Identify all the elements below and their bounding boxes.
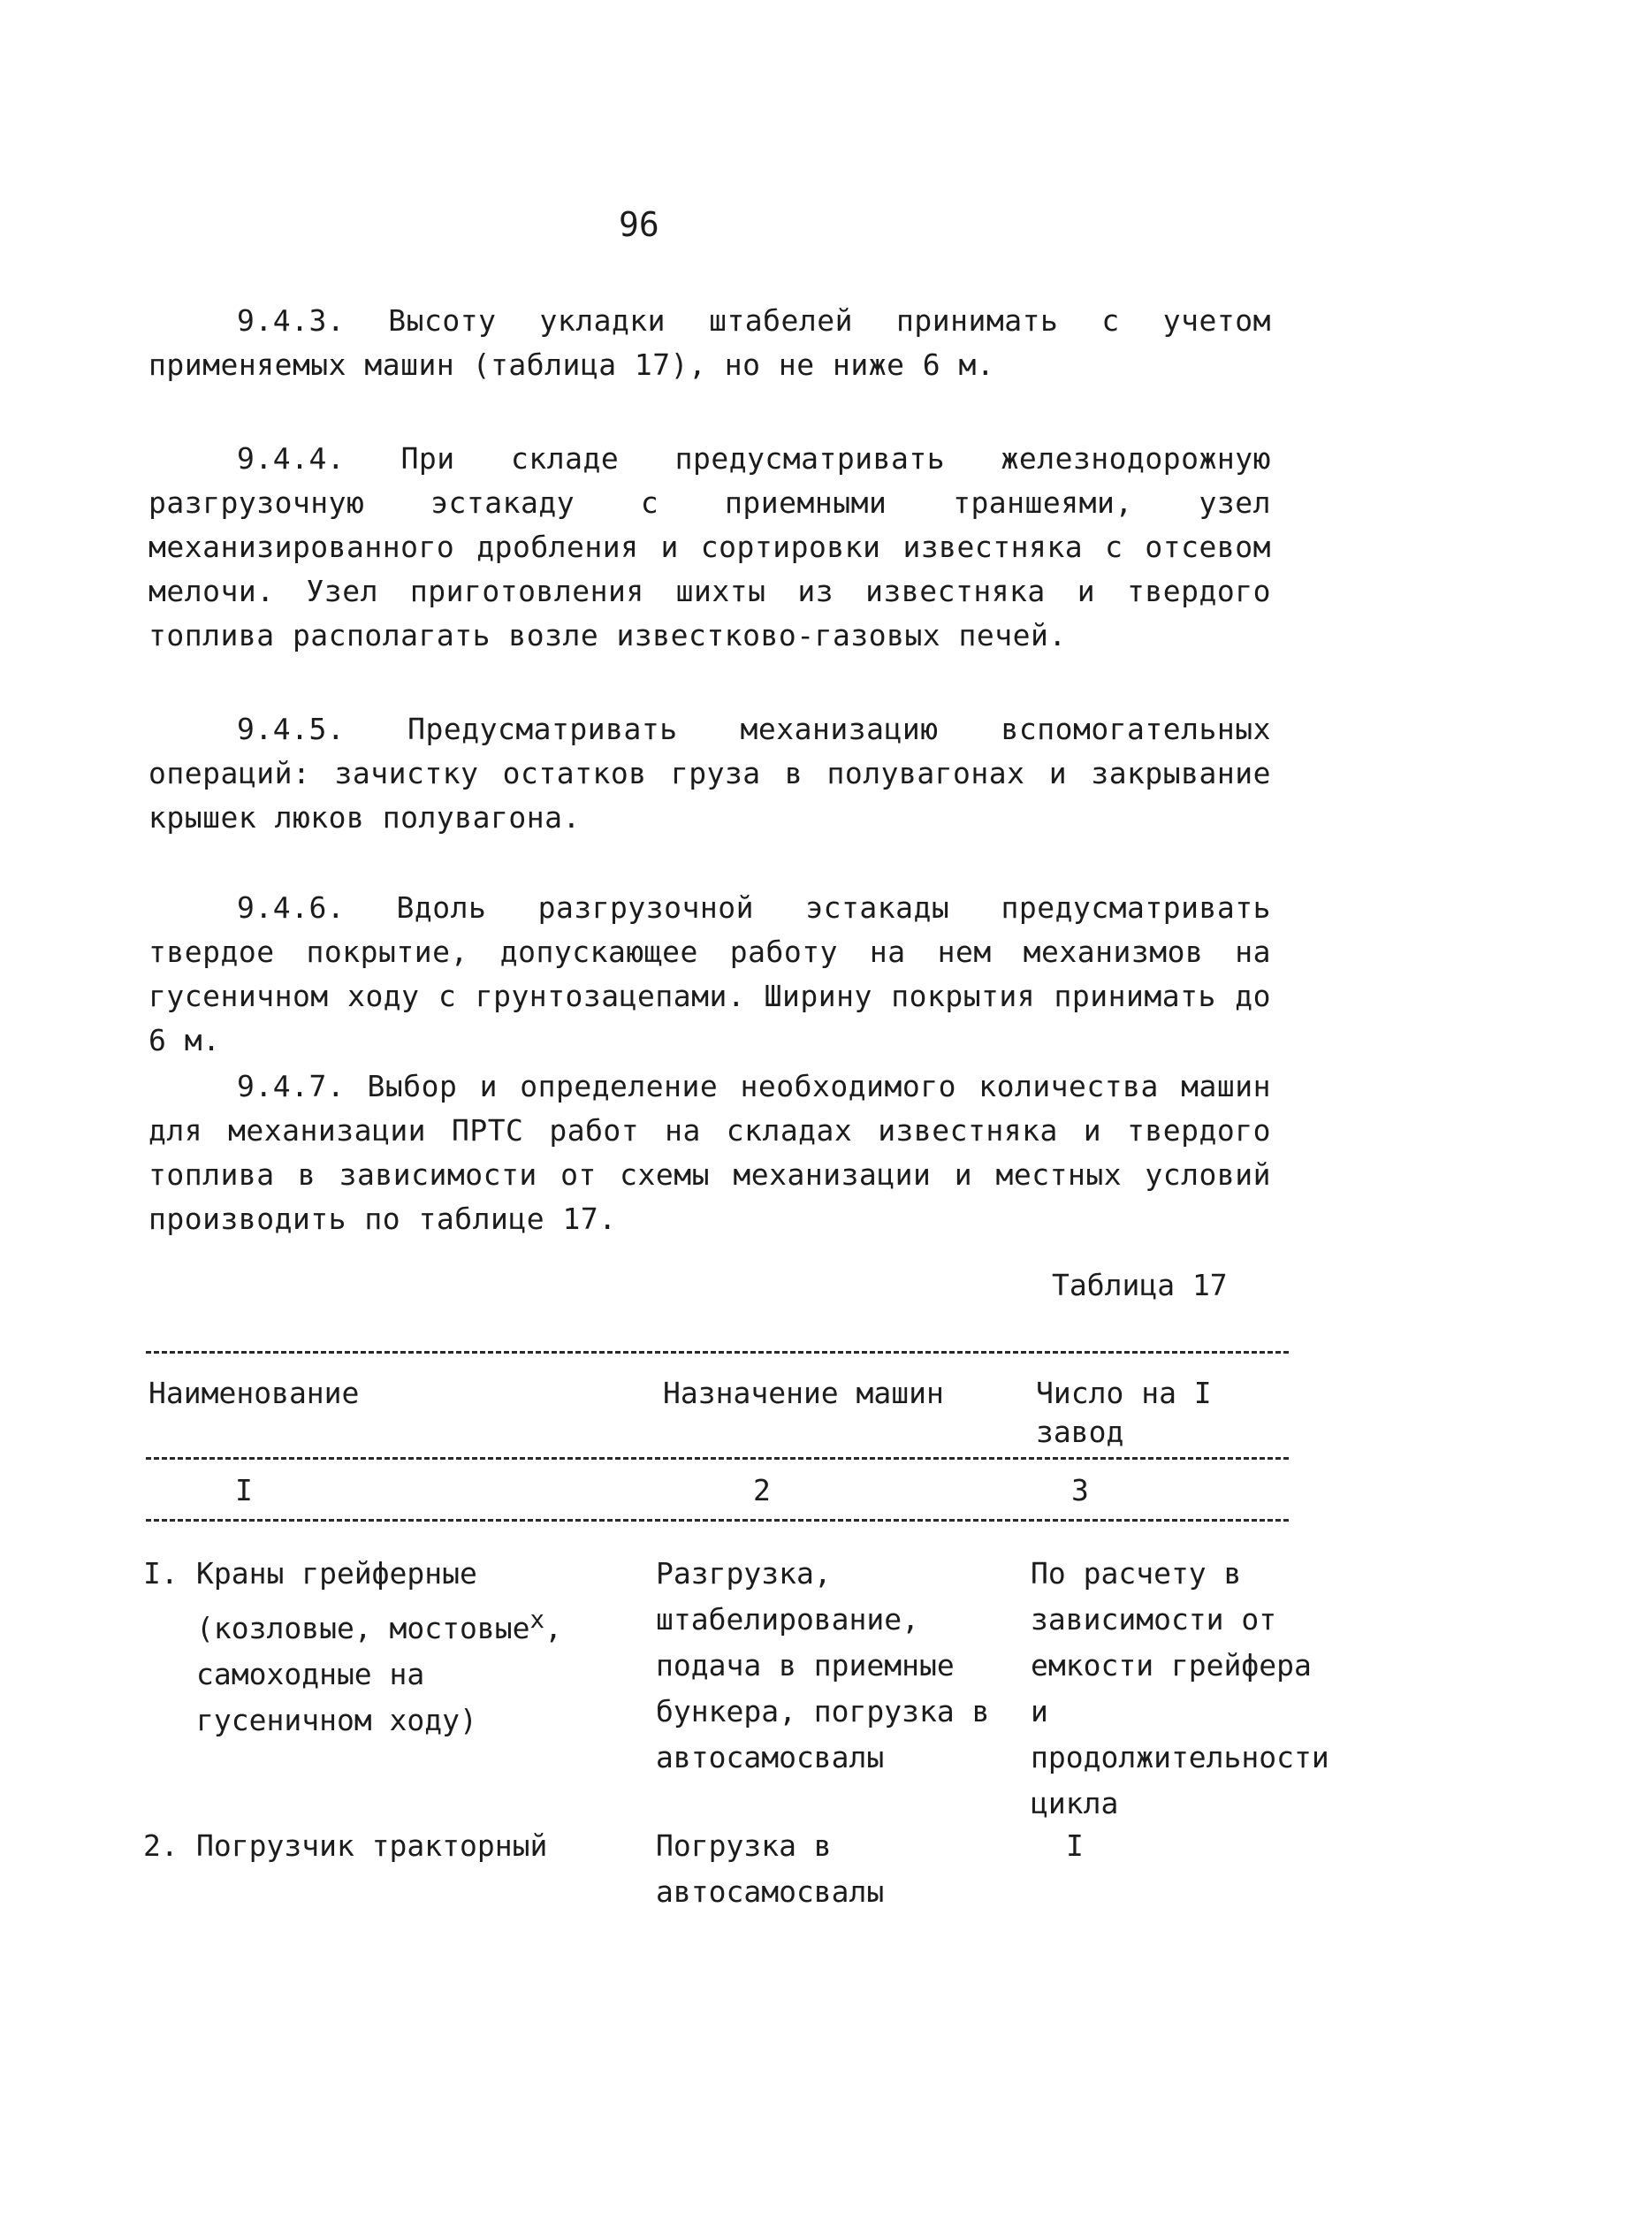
- table-top-rule: [146, 1351, 1289, 1354]
- row-1-name-rest: , самоходные на гусеничном ходу): [196, 1611, 562, 1737]
- row-1-name-text: Краны грейферные (козловые, мостовые: [196, 1556, 530, 1645]
- row-2-purpose: Погрузка в автосамосвалы: [656, 1828, 885, 1909]
- page-number: 96: [619, 205, 659, 244]
- paragraph-9-4-3: 9.4.3. Высоту укладки штабелей принимать с учетом применяемых машин (таблица 17), но не ниже 6 м.: [148, 303, 1271, 382]
- paragraph-9-4-7: 9.4.7. Выбор и определение необходимого количества машин для механизации ПРТС работ на складах известняка и твердого топлива в зависимости от схемы механизации и местных условий производить по таблице 17.: [148, 1069, 1271, 1236]
- row-2-index: 2.: [143, 1828, 179, 1863]
- paragraph-9-4-6: 9.4.6. Вдоль разгрузочной эстакады предусматривать твердое покрытие, допускающее работу на нем механизмов на гусеничном ходу с грунтозацепами. Ширину покрытия принимать до 6 м.: [148, 890, 1271, 1057]
- row-1-purpose: Разгрузка, штабелирование, подача в приемные бункера, погрузка в автосамосвалы: [656, 1556, 990, 1774]
- row-1-index: I.: [143, 1556, 179, 1591]
- row-1-name: [196, 1551, 612, 1744]
- column-number-1: I: [235, 1473, 253, 1507]
- row-1-count: По расчету в зависимости от емкости грейфера и продолжительности цикла: [1031, 1556, 1329, 1820]
- header-count: Число на I завод: [1036, 1376, 1212, 1449]
- row-2-count: I: [1066, 1828, 1084, 1863]
- table-caption: Таблица 17: [1052, 1268, 1228, 1302]
- row-1-footnote-mark: x: [529, 1606, 545, 1634]
- row-2-name: Погрузчик тракторный: [196, 1828, 548, 1863]
- header-name: Наименование: [148, 1376, 360, 1410]
- header-purpose: Назначение машин: [663, 1376, 944, 1410]
- paragraph-9-4-4: 9.4.4. При складе предусматривать железнодорожную разгрузочную эстакаду с приемными траншеями, узел механизированного дробления и сортировки известняка с отсевом мелочи. Узел приготовления шихты из известняка и твердого топлива располагать возле известково-газовых печей.: [148, 441, 1271, 652]
- header-bottom-rule: [146, 1457, 1289, 1460]
- column-number-3: 3: [1071, 1473, 1089, 1507]
- column-number-2: 2: [753, 1473, 771, 1507]
- column-numbers-rule: [146, 1519, 1289, 1522]
- paragraph-9-4-5: 9.4.5. Предусматривать механизацию вспомогательных операций: зачистку остатков груза в полувагонах и закрывание крышек люков полувагона.: [148, 712, 1271, 835]
